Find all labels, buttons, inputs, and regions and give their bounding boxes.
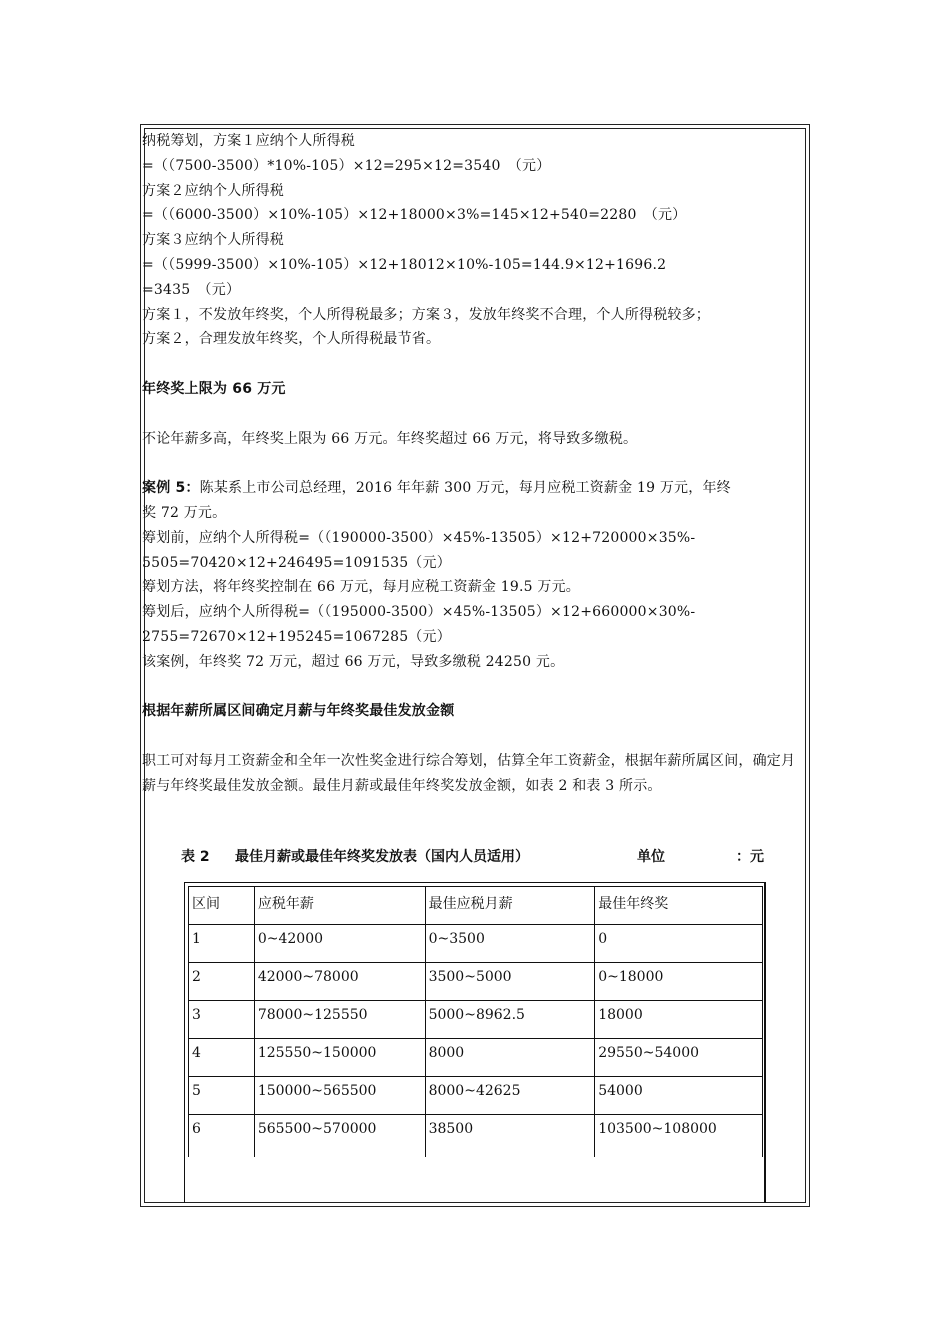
text-line: 方案２，合理发放年终奖，个人所得税最节省。 bbox=[142, 331, 441, 348]
table-cell: 103500~108000 bbox=[595, 1115, 763, 1157]
table-cell: 5 bbox=[189, 1077, 255, 1115]
table-cell: 0~18000 bbox=[595, 963, 763, 1001]
text-line: =（（5999-3500）×10%-105）×12+18012×10%-105=144.9×12+1696.2 bbox=[142, 256, 667, 273]
text-line: 方案３应纳个人所得税 bbox=[142, 232, 284, 249]
table-cell: 38500 bbox=[425, 1115, 595, 1157]
text-line: =（（6000-3500）×10%-105）×12+18000×3%=145×12+540=2280 （元） bbox=[142, 207, 687, 224]
document-body bbox=[142, 129, 808, 799]
text-line: =3435 （元） bbox=[142, 281, 241, 298]
data-table-frame bbox=[184, 882, 766, 1203]
table-title: 最佳月薪或最佳年终奖发放表（国内人员适用） bbox=[235, 849, 529, 865]
table-number: 表 2 bbox=[181, 849, 210, 865]
table-cell: 0~3500 bbox=[425, 925, 595, 963]
text-line: 5505=70420×12+246495=1091535（元） bbox=[142, 554, 451, 571]
table-row bbox=[189, 1039, 763, 1077]
table-cell: 8000 bbox=[425, 1039, 595, 1077]
table-cell: 29550~54000 bbox=[595, 1039, 763, 1077]
text-line: 纳税筹划，方案１应纳个人所得税 bbox=[142, 133, 355, 149]
table-cell: 18000 bbox=[595, 1001, 763, 1039]
table-cell: 54000 bbox=[595, 1077, 763, 1115]
table-cell: 0~42000 bbox=[254, 925, 425, 963]
table-header-row bbox=[189, 887, 763, 925]
table-cell: 125550~150000 bbox=[254, 1039, 425, 1077]
table-cell: 3500~5000 bbox=[425, 963, 595, 1001]
table-cell: 565500~570000 bbox=[254, 1115, 425, 1157]
case-text: 陈某系上市公司总经理，2016 年年薪 300 万元，每月应税工资薪金 19 万元，年终 bbox=[199, 480, 731, 497]
table-row bbox=[189, 1001, 763, 1039]
case-label: 案例 5： bbox=[142, 480, 200, 497]
table-cell: 150000~565500 bbox=[254, 1077, 425, 1115]
table-unit-value: ：元 bbox=[736, 849, 764, 865]
table-cell: 2 bbox=[189, 963, 255, 1001]
column-header: 区间 bbox=[189, 887, 255, 925]
column-header: 最佳应税月薪 bbox=[425, 887, 595, 925]
table-cell: 0 bbox=[595, 925, 763, 963]
table-row bbox=[189, 1077, 763, 1115]
text-line: 筹划方法，将年终奖控制在 66 万元，每月应税工资薪金 19.5 万元。 bbox=[142, 579, 580, 596]
table-row bbox=[189, 925, 763, 963]
table-cell: 42000~78000 bbox=[254, 963, 425, 1001]
section-heading: 年终奖上限为 66 万元 bbox=[142, 380, 286, 397]
text-line: 方案２应纳个人所得税 bbox=[142, 182, 284, 199]
table-cell: 1 bbox=[189, 925, 255, 963]
section-heading: 根据年薪所属区间确定月薪与年终奖最佳发放金额 bbox=[142, 703, 455, 720]
table-row bbox=[189, 963, 763, 1001]
table-cell: 78000~125550 bbox=[254, 1001, 425, 1039]
column-header: 应税年薪 bbox=[254, 887, 425, 925]
table-cell: 6 bbox=[189, 1115, 255, 1157]
text-line: 筹划前，应纳个人所得税=（（190000-3500）×45%-13505）×12+720000×35%- bbox=[142, 529, 696, 546]
table-cell: 8000~42625 bbox=[425, 1077, 595, 1115]
paragraph: 职工可对每月工资薪金和全年一次性奖金进行综合筹划，估算全年工资薪金，根据年薪所属区间，确定月薪与年终奖最佳发放金额。最佳月薪或最佳年终奖发放金额，如表 2 和表 3 所示。 bbox=[142, 752, 796, 794]
column-header: 最佳年终奖 bbox=[595, 887, 763, 925]
table-unit-label: 单位 bbox=[637, 849, 665, 865]
table-cell: 4 bbox=[189, 1039, 255, 1077]
table-cell: 3 bbox=[189, 1001, 255, 1039]
text-line: 2755=72670×12+195245=1067285（元） bbox=[142, 628, 451, 645]
paragraph: 不论年薪多高，年终奖上限为 66 万元。年终奖超过 66 万元，将导致多缴税。 bbox=[142, 430, 638, 447]
table-row bbox=[189, 1115, 763, 1157]
table-cell: 5000~8962.5 bbox=[425, 1001, 595, 1039]
text-line: 方案１，不发放年终奖，个人所得税最多；方案３，发放年终奖不合理，个人所得税较多； bbox=[142, 306, 710, 323]
text-line: 该案例，年终奖 72 万元，超过 66 万元，导致多缴税 24250 元。 bbox=[142, 653, 565, 670]
text-line: =（（7500-3500）*10%-105）×12=295×12=3540 （元） bbox=[142, 157, 551, 174]
case-line bbox=[142, 476, 808, 501]
text-line: 奖 72 万元。 bbox=[142, 504, 227, 521]
data-table bbox=[188, 886, 763, 1157]
table-caption bbox=[181, 846, 781, 870]
text-line: 筹划后，应纳个人所得税=（（195000-3500）×45%-13505）×12+660000×30%- bbox=[142, 604, 696, 621]
